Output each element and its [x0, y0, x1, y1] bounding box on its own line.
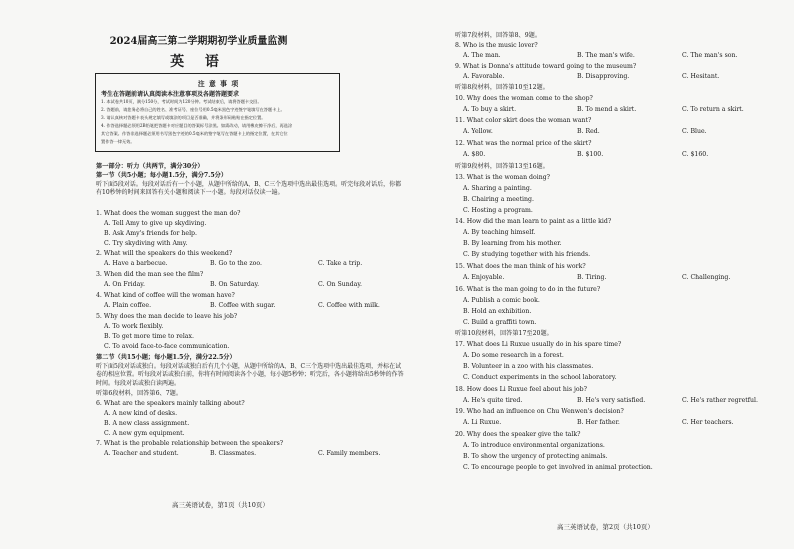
- listening-segment: 听第8段材料，回答第10至12题。: [455, 84, 549, 91]
- option: C. Build a graffiti town.: [463, 319, 537, 326]
- section-heading: 第一节（共5小题；每小题1.5分，满分7.5分）: [96, 172, 228, 179]
- notice-line: 1. 本试卷共10页，满分150分，考试时间为120分钟。考试结束后，请将答题卡交回。: [101, 99, 262, 104]
- question: 8. Who is the music lover?: [455, 42, 538, 49]
- option: C. To return a skirt.: [682, 106, 744, 113]
- option: B. Go to the zoo.: [210, 260, 262, 267]
- option: B. Ask Amy's friends for help.: [104, 230, 197, 237]
- question: 11. What color skirt does the woman want?: [455, 117, 592, 124]
- question: 19. Who had an influence on Chu Wenwen's decision?: [455, 408, 624, 415]
- option: A. The man.: [463, 52, 501, 59]
- option: B. Volunteer in a zoo with his classmates.: [463, 363, 594, 370]
- question: 16. What is the man going to do in the future?: [455, 286, 601, 293]
- notice-line: 2. 答题前，请您务必将自己的姓名、准考证号、座位号用0.5毫米黑色字迹签字笔填写在答题卡上。: [101, 107, 285, 112]
- option: A. To work flexibly.: [104, 323, 164, 330]
- option: A. A new kind of desks.: [104, 410, 178, 417]
- option: C. Hesitant.: [682, 73, 720, 80]
- exam-subject: 英 语: [170, 54, 227, 70]
- option: B. The man's wife.: [577, 52, 635, 59]
- listening-segment: 听第9段材料，回答第13至16题。: [455, 163, 549, 170]
- option: B. To get more time to relax.: [104, 333, 194, 340]
- notice-title: 注 意 事 项: [197, 80, 240, 88]
- option: C. On Sunday.: [318, 281, 362, 288]
- option: C. Try skydiving with Amy.: [104, 240, 188, 247]
- option: C. Hosting a program.: [463, 207, 533, 214]
- listening-segment: 听第6段材料，回答第6、7题。: [96, 390, 183, 397]
- listening-segment: 听第7段材料，回答第8、9题。: [455, 32, 542, 39]
- notice-line: 置作答一律无效。: [101, 139, 135, 144]
- option: A. $80.: [463, 151, 486, 158]
- option: C. Take a trip.: [318, 260, 363, 267]
- option: C. Challenging.: [682, 274, 731, 281]
- option: B. Tiring.: [577, 274, 607, 281]
- question: 10. Why does the woman come to the shop?: [455, 95, 593, 102]
- option: C. By studying together with his friends.: [463, 251, 591, 258]
- option: B. Chairing a meeting.: [463, 196, 534, 203]
- section-heading: 第二节（共15小题；每小题1.5分，满分22.5分）: [96, 354, 236, 361]
- question: 18. How does Li Ruxue feel about his job?: [455, 386, 587, 393]
- option: B. Her father.: [577, 419, 620, 426]
- option: B. He's very satisfied.: [577, 397, 646, 404]
- question: 13. What is the woman doing?: [455, 174, 550, 181]
- question: 3. When did the man see the film?: [96, 271, 204, 278]
- option: A. Sharing a painting.: [463, 185, 532, 192]
- option: A. Do some research in a forest.: [463, 352, 564, 359]
- option: A. By teaching himself.: [463, 229, 536, 236]
- option: A. Plain coffee.: [104, 302, 152, 309]
- question: 1. What does the woman suggest the man do?: [96, 210, 241, 217]
- option: C. Coffee with milk.: [318, 302, 380, 309]
- question: 2. What will the speakers do this weekend?: [96, 250, 233, 257]
- question: 15. What does the man think of his work?: [455, 263, 586, 270]
- option: B. Disapproving.: [577, 73, 630, 80]
- option: C. He's rather regretful.: [682, 397, 758, 404]
- option: C. The man's son.: [682, 52, 738, 59]
- option: A. He's quite tired.: [463, 397, 523, 404]
- notice-line: 4. 作答选择题必须用2B铅笔把答题卡对应题目的答案标号涂黑。如需改动，请用橡皮擦干净后，再选涂: [101, 123, 293, 128]
- option: A. To buy a skirt.: [463, 106, 517, 113]
- exam-page-2: [397, 0, 794, 549]
- question: 20. Why does the speaker give the talk?: [455, 431, 581, 438]
- listening-segment: 听第10段材料，回答第17至20题。: [455, 330, 553, 337]
- option: B. Coffee with sugar.: [210, 302, 276, 309]
- option: A. Favorable.: [463, 73, 505, 80]
- option: B. To show the urgency of protecting animals.: [463, 453, 608, 460]
- option: B. Classmates.: [210, 450, 257, 457]
- question: 14. How did the man learn to paint as a little kid?: [455, 218, 612, 225]
- notice-subtitle: 考生在答题前请认真阅读本注意事项及各题答题要求: [101, 91, 240, 98]
- option: B. Red.: [577, 128, 600, 135]
- option: B. A new class assignment.: [104, 420, 190, 427]
- option: C. Conduct experiments in the school laboratory.: [463, 374, 617, 381]
- option: A. Li Ruxue.: [463, 419, 502, 426]
- notice-line: 3. 请认真核对答题卡表头规定填写或填涂的项目是否准确，并将条形码粘贴在指定位置。: [101, 115, 266, 120]
- option: B. To mend a skirt.: [577, 106, 637, 113]
- option: C. $160.: [682, 151, 709, 158]
- notice-box: [95, 73, 340, 152]
- option: A. Yellow.: [463, 128, 493, 135]
- question: 4. What kind of coffee will the woman have?: [96, 292, 235, 299]
- question: 5. Why does the man decide to leave his job?: [96, 313, 238, 320]
- option: C. To encourage people to get involved in animal protection.: [463, 464, 653, 471]
- page-footer: 高三英语试卷，第2页（共10页）: [557, 523, 654, 531]
- question: 6. What are the speakers mainly talking about?: [96, 400, 245, 407]
- part-heading: 第一部分：听力（共两节，满分30分）: [96, 163, 204, 170]
- exam-title: 2024届高三第二学期期初学业质量监测: [109, 36, 288, 47]
- option: B. Hold an exhibition.: [463, 308, 532, 315]
- option: A. Enjoyable.: [463, 274, 505, 281]
- question: 9. What is Donna's attitude toward going to the museum?: [455, 63, 637, 70]
- notice-line: 其它答案。作答非选择题必须用书写黑色字迹的0.5毫米的签字笔写在答题卡上的指定位置，在其它位: [101, 131, 288, 136]
- option: A. To introduce environmental organizations.: [463, 442, 605, 449]
- option: A. Publish a comic book.: [463, 297, 540, 304]
- option: B. By learning from his mother.: [463, 240, 562, 247]
- option: C. A new gym equipment.: [104, 430, 185, 437]
- section-instructions: 听下面5段对话。每段对话后有一个小题，从题中所给的A、B、C三个选项中选出最佳选项。听完每段对话后，你都有10秒钟的时间来回答有关小题和阅读下一小题。每段对话仅读一遍。: [96, 181, 402, 197]
- option: B. On Saturday.: [210, 281, 260, 288]
- option: A. Have a barbecue.: [104, 260, 168, 267]
- option: C. Family members.: [318, 450, 381, 457]
- option: C. Blue.: [682, 128, 707, 135]
- question: 12. What was the normal price of the skirt?: [455, 140, 592, 147]
- option: B. $100.: [577, 151, 604, 158]
- option: A. Teacher and student.: [104, 450, 179, 457]
- option: A. On Friday.: [104, 281, 145, 288]
- page-footer: 高三英语试卷，第1页（共10页）: [172, 501, 269, 509]
- question: 17. What does Li Ruxue usually do in his spare time?: [455, 341, 622, 348]
- option: C. Her teachers.: [682, 419, 734, 426]
- option: A. Tell Amy to give up skydiving.: [104, 220, 207, 227]
- option: C. To avoid face-to-face communication.: [104, 343, 230, 350]
- question: 7. What is the probable relationship between the speakers?: [96, 440, 284, 447]
- section-instructions: 听下面5段对话或独白。每段对话或独白后有几个小题，从题中所给的A、B、C三个选项中选出最佳选项，并标在试卷的相应位置。听每段对话或独白前，你将有时间阅读各个小题，每小题5秒钟；听完后，各小题将给出5秒钟的作答时间。每段对话或独白读两遍。: [96, 363, 404, 387]
